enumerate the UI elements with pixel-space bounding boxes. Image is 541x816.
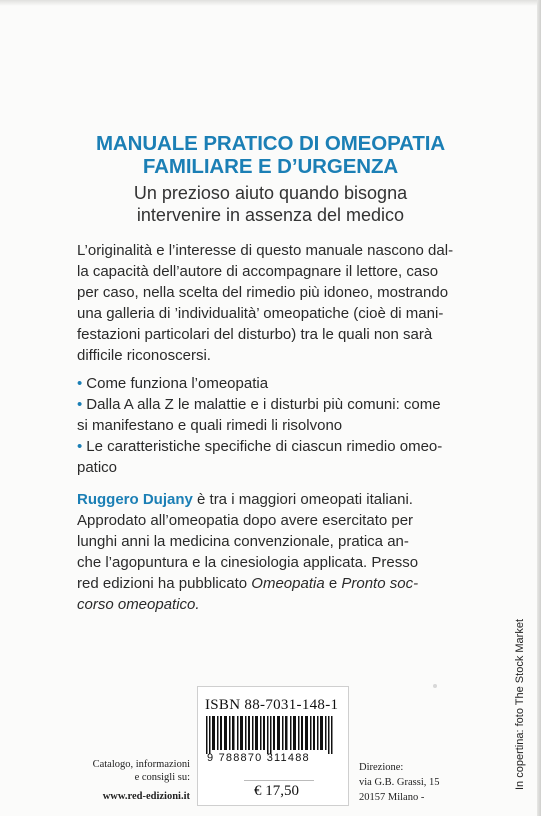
paper-speck [433,684,437,688]
bio-line: lunghi anni la medicina convenzionale, pratica an- [77,533,409,550]
intro-line: una galleria di ’individualità’ omeopatiche (cioè di mani- [77,305,444,322]
intro-line: per caso, nella scelta del rimedio più idoneo, mostrando [77,284,449,301]
intro-line: L’originalità e l’interesse di questo manuale nascono dal- [77,242,454,259]
bio-line: Approdato all’omeopatia dopo avere esercitato per [77,512,414,529]
bio-line [77,574,497,594]
intro-line: la capacità dell’autore di accompagnare il lettore, caso [77,263,439,280]
address-text: via G.B. Grassi, 15 [359,777,440,788]
publisher-address [359,760,469,805]
bullet-icon: • [77,375,83,392]
bullet-icon: • [77,396,83,413]
catalog-text: e consigli su: [134,772,190,783]
cover-photo-credit: In copertina: foto The Stock Market [514,619,526,790]
address-text: 20157 Milano - [359,792,425,803]
subtitle-line-2: intervenire in assenza del medico [136,205,405,225]
bio-line [77,490,497,510]
bullet-icon: • [77,438,83,455]
bio-text: è tra i maggiori omeopati italiani. [192,491,413,508]
address-text: Direzione: [359,762,404,773]
publisher-website: www.red-edizioni.it [102,791,190,802]
isbn-number: ISBN 88-7031-148-1 [205,697,339,713]
bullet-text: Dalla A alla Z le malattie e i disturbi più comuni: come [86,396,441,413]
book-title: Omeopatia [251,575,325,592]
intro-line: difficile riconoscersi. [77,347,211,364]
author-name: Ruggero Dujany [77,491,193,508]
bio-line: che l’agopuntura e la cinesiologia applicata. Presso [77,554,419,571]
bullet-text: Come funziona l’omeopatia [86,375,269,392]
bullet-item [77,437,497,457]
bullet-continuation: si manifestano e quali rimedi li risolvono [77,417,343,434]
right-edge-shadow [537,0,541,816]
bullet-continuation: patico [77,459,118,476]
price: € 17,50 [254,783,299,799]
bio-text: red edizioni ha pubblicato [77,575,252,592]
title-line-1: MANUALE PRATICO DI OMEOPATIA [95,132,446,155]
intro-line: festazioni particolari del disturbo) tra le quali non sarà [77,326,433,343]
bullet-item [77,374,497,394]
bullet-text: Le caratteristiche specifiche di ciascun rimedio omeo- [86,438,443,455]
bio-line: corso omeopatico. [77,596,200,613]
title-line-2: FAMILIARE E D’URGENZA [142,155,399,178]
bio-text: e [324,575,342,592]
publisher-catalog-info [60,758,190,803]
book-title: Pronto soc- [341,575,419,592]
bullet-item [77,395,497,415]
barcode [206,716,336,754]
barcode-digits: 9 788870 311488 [207,752,310,764]
subtitle-line-1: Un prezioso aiuto quando bisogna [133,183,408,203]
top-edge-shadow [0,0,541,6]
catalog-text: Catalogo, informazioni [92,759,190,770]
